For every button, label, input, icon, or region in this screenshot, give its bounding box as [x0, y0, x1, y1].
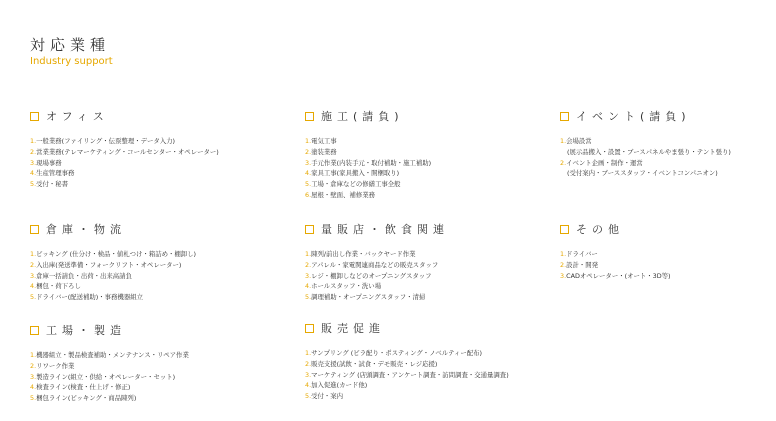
item-number: 5. — [305, 180, 312, 189]
item-text: (受付案内・ブーススタッフ・イベントコンパニオン) — [567, 169, 718, 178]
list-item — [560, 147, 731, 158]
list-item — [305, 179, 431, 190]
item-text: 調理補助・オープニングスタッフ・清掃 — [311, 293, 426, 302]
list-item — [30, 179, 219, 190]
item-number: 5. — [305, 392, 312, 401]
item-text: 電気工事 — [311, 137, 337, 145]
list-item — [305, 136, 431, 147]
item-text: 入出庫(発送準備・フォークリフト・オペレーター) — [36, 260, 182, 269]
item-text: CADオペレーター・(オート・3D等) — [566, 271, 671, 280]
item-number: 4. — [30, 169, 37, 178]
item-text: 家具工事(家具搬入・開梱取り) — [311, 169, 400, 178]
list-item — [305, 380, 509, 391]
square-bullet-icon — [30, 225, 39, 234]
list-item — [305, 348, 509, 359]
section — [305, 222, 449, 303]
section — [305, 109, 431, 201]
list-item — [30, 136, 219, 147]
item-text: ドライバー(配送補助)・事務機器組立 — [36, 293, 144, 302]
item-text: 設計・開発 — [566, 260, 599, 269]
item-number: 4. — [30, 383, 37, 392]
list-item — [305, 168, 431, 179]
section-heading — [305, 321, 509, 335]
section — [30, 323, 189, 404]
item-number: 2. — [560, 158, 567, 167]
item-text: (展示品搬入・設置・ブースパネルやま張り・テント張り) — [567, 147, 731, 156]
section-list — [30, 350, 189, 404]
item-number: 3. — [305, 271, 312, 280]
list-item — [30, 372, 189, 383]
square-bullet-icon — [560, 225, 569, 234]
item-number: 3. — [560, 271, 567, 280]
square-bullet-icon — [560, 112, 569, 121]
section — [30, 222, 196, 303]
list-item — [305, 292, 449, 303]
list-item — [305, 249, 449, 260]
square-bullet-icon — [305, 225, 314, 234]
item-number: 3. — [30, 158, 37, 167]
item-number: 5. — [30, 394, 37, 403]
section-heading — [560, 109, 731, 123]
list-item — [30, 393, 189, 404]
item-number: 3. — [305, 370, 312, 379]
section-title: イベント(請負) — [576, 110, 691, 123]
item-text: 加入促進(カード他) — [311, 381, 368, 390]
item-number: 1. — [560, 137, 567, 145]
list-item — [30, 260, 196, 271]
item-number: 5. — [305, 293, 312, 302]
section-title: 販売促進 — [321, 322, 385, 335]
list-item — [30, 271, 196, 282]
list-item — [30, 361, 189, 372]
item-number: 1. — [560, 250, 567, 258]
section-heading — [560, 222, 671, 236]
list-item — [560, 168, 731, 179]
section — [305, 321, 509, 402]
item-text: 会場設営 — [566, 137, 592, 145]
item-text: 検査ライン(検査・仕上げ・修正) — [36, 383, 131, 392]
item-text: アパレル・家電関連商品などの販売スタッフ — [311, 260, 439, 269]
list-item — [30, 249, 196, 260]
list-item — [305, 359, 509, 370]
list-item — [305, 391, 509, 402]
list-item — [560, 260, 671, 271]
page-subtitle: Industry support — [30, 56, 113, 67]
item-text: 営業業務(テレマーケティング・コールセンター・オペレーター) — [36, 147, 219, 156]
section-list — [560, 249, 671, 281]
item-text: 塗装業務 — [311, 147, 337, 156]
list-item — [560, 249, 671, 260]
section-list — [30, 136, 219, 190]
list-item — [30, 147, 219, 158]
item-text: 製造ライン(組立・供給・オペレーター・セット) — [36, 372, 176, 381]
item-number: 1. — [30, 137, 37, 145]
section-title: その他 — [576, 223, 624, 236]
list-item — [560, 136, 731, 147]
item-text: 陳列/前出し作業・バックヤード作業 — [311, 250, 416, 258]
list-item — [305, 158, 431, 169]
list-item — [30, 350, 189, 361]
item-number: 2. — [560, 260, 567, 269]
section-title: 工場・製造 — [46, 324, 126, 337]
item-number: 6. — [305, 190, 312, 199]
item-text: 手元作業(内装手元・取付補助・施工補助) — [311, 158, 432, 167]
item-number: 2. — [305, 359, 312, 368]
section-heading — [30, 323, 189, 337]
item-number: 3. — [30, 271, 37, 280]
list-item — [30, 168, 219, 179]
list-item — [560, 271, 671, 282]
list-item — [305, 370, 509, 381]
item-number: 1. — [305, 349, 312, 357]
item-text: リワーク作業 — [36, 361, 75, 370]
section-list — [30, 249, 196, 303]
section-title: 施工(請負) — [321, 110, 404, 123]
item-number: 3. — [305, 158, 312, 167]
square-bullet-icon — [305, 112, 314, 121]
section-heading — [305, 109, 431, 123]
item-number: 4. — [305, 282, 312, 291]
item-number: 2. — [305, 147, 312, 156]
item-number: 4. — [30, 282, 37, 291]
item-text: ホールスタッフ・洗い場 — [311, 282, 382, 291]
square-bullet-icon — [305, 324, 314, 333]
item-number: 2. — [305, 260, 312, 269]
list-item — [305, 260, 449, 271]
item-text: 梱包・荷下ろし — [36, 282, 81, 291]
list-item — [30, 158, 219, 169]
item-text: 屋根・壁面、補修業務 — [311, 190, 376, 199]
list-item — [305, 147, 431, 158]
list-item — [560, 158, 731, 169]
list-item — [30, 292, 196, 303]
item-text: 販売支援(試飲・試食・デモ販売・レジ応援) — [311, 359, 438, 368]
item-text: サンプリング (ビラ配り・ポスティング・ノベルティー配布) — [311, 349, 483, 357]
item-text: 工場・倉庫などの修繕工事全般 — [311, 180, 401, 189]
item-text: レジ・棚卸しなどのオープニングスタッフ — [311, 271, 432, 280]
item-text: イベント企画・制作・運営 — [566, 158, 643, 167]
item-number: 2. — [30, 260, 37, 269]
section — [560, 222, 671, 281]
section-title: 量販店・飲食関連 — [321, 223, 449, 236]
item-number: 1. — [305, 137, 312, 145]
item-text: 受付・案内 — [311, 392, 344, 401]
item-number: 5. — [30, 293, 37, 302]
item-text: 生産管理事務 — [36, 169, 75, 178]
square-bullet-icon — [30, 112, 39, 121]
item-number: 2. — [30, 361, 37, 370]
item-number: 4. — [305, 169, 312, 178]
section-list — [305, 249, 449, 303]
item-number: 2. — [30, 147, 37, 156]
item-number: 3. — [30, 372, 37, 381]
list-item — [30, 281, 196, 292]
item-number: 4. — [305, 381, 312, 390]
section — [560, 109, 731, 179]
list-item — [30, 382, 189, 393]
item-text: 一般業務(ファイリング・伝票整理・データ入力) — [36, 137, 176, 145]
item-number: 1. — [30, 250, 37, 258]
section-heading — [30, 222, 196, 236]
item-text: 機器組立・製品検査補助・メンテナンス・リペア作業 — [36, 351, 189, 359]
list-item — [305, 271, 449, 282]
item-text: ドライバー — [566, 250, 598, 258]
item-number: 1. — [305, 250, 312, 258]
page-title: 対応業種 — [30, 36, 111, 54]
section-list — [305, 136, 431, 201]
item-number: 1. — [30, 351, 37, 359]
section-list — [560, 136, 731, 179]
section-heading — [30, 109, 219, 123]
item-number: 5. — [30, 180, 37, 189]
list-item — [305, 190, 431, 201]
item-text: 受付・秘書 — [36, 180, 69, 189]
item-text: マーケティング (店頭調査・アンケート調査・訪問調査・交通量調査) — [311, 370, 509, 379]
section-list — [305, 348, 509, 402]
item-text: 倉庫一括請負・出荷・出来高請負 — [36, 271, 132, 280]
item-text: 梱包ライン(ピッキング・商品陳列) — [36, 394, 137, 403]
list-item — [305, 281, 449, 292]
section-heading — [305, 222, 449, 236]
item-text: ピッキング (仕分け・検品・値札つけ・箱詰め・棚卸し) — [36, 250, 197, 258]
item-text: 現場事務 — [36, 158, 62, 167]
section-title: 倉庫・物流 — [46, 223, 126, 236]
square-bullet-icon — [30, 326, 39, 335]
section-title: オフィス — [46, 110, 109, 123]
section — [30, 109, 219, 190]
